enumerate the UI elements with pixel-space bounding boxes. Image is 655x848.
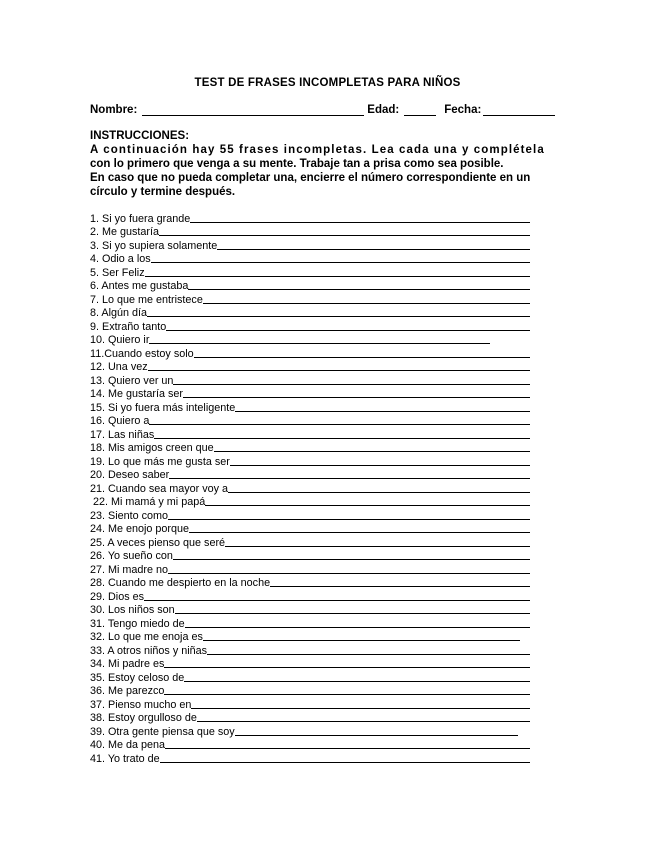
age-field[interactable] <box>404 104 436 116</box>
instructions-text <box>90 143 560 199</box>
item-prompt: 32. Lo que me enoja es <box>90 631 203 643</box>
answer-line[interactable] <box>191 707 530 709</box>
list-item[interactable] <box>90 616 530 630</box>
item-prompt: 20. Deseo saber <box>90 469 170 481</box>
item-prompt: 30. Los niños son <box>90 604 175 616</box>
list-item[interactable] <box>90 576 530 590</box>
item-prompt: 17. Las niñas <box>90 428 155 441</box>
instructions-line: A continuación hay 55 frases incompletas. Lea cada una y complétela <box>90 144 545 156</box>
answer-line[interactable] <box>164 693 530 695</box>
answer-line[interactable] <box>159 234 530 236</box>
answer-line[interactable] <box>184 680 530 682</box>
instructions-heading: INSTRUCCIONES: <box>90 130 190 142</box>
list-item[interactable] <box>90 495 530 509</box>
list-item[interactable] <box>90 751 530 765</box>
answer-line[interactable] <box>203 302 530 304</box>
list-item[interactable] <box>90 211 530 225</box>
answer-line[interactable] <box>149 342 490 344</box>
answer-line[interactable] <box>228 491 530 493</box>
sentence-list <box>90 211 530 765</box>
list-item[interactable] <box>90 360 530 374</box>
item-prompt: 13. Quiero ver un <box>90 374 174 387</box>
answer-line[interactable] <box>168 518 530 520</box>
page-title: TEST DE FRASES INCOMPLETAS PARA NIÑOS <box>194 77 461 89</box>
list-item[interactable] <box>90 333 530 347</box>
item-prompt: 14. Me gustaría ser <box>90 388 184 400</box>
answer-line[interactable] <box>166 329 530 331</box>
item-prompt: 31. Tengo miedo de <box>90 617 185 630</box>
answer-line[interactable] <box>175 612 530 614</box>
list-item[interactable] <box>90 265 530 279</box>
item-prompt: 29. Dios es <box>90 590 145 603</box>
item-prompt: 19. Lo que más me gusta ser <box>90 455 230 468</box>
list-item[interactable] <box>90 252 530 266</box>
item-prompt: 23. Siento como <box>90 509 169 522</box>
list-item[interactable] <box>90 373 530 387</box>
item-prompt: 16. Quiero a <box>90 415 150 427</box>
answer-line[interactable] <box>205 504 530 506</box>
age-label: Edad: <box>367 104 400 116</box>
item-prompt: 11.Cuando estoy solo <box>90 347 194 360</box>
item-prompt: 27. Mi madre no <box>90 563 169 576</box>
answer-line[interactable] <box>169 477 530 479</box>
answer-line[interactable] <box>183 396 530 398</box>
item-prompt: 39. Otra gente piensa que soy <box>90 725 235 738</box>
list-item[interactable] <box>90 657 530 671</box>
item-prompt: 8. Algún día <box>90 307 148 319</box>
list-item[interactable] <box>90 535 530 549</box>
answer-line[interactable] <box>148 369 530 371</box>
list-item[interactable] <box>90 427 530 441</box>
item-prompt: 25. A veces pienso que seré <box>90 536 226 549</box>
item-prompt: 38. Estoy orgulloso de <box>90 712 197 724</box>
item-prompt: 21. Cuando sea mayor voy a <box>90 482 229 495</box>
answer-line[interactable] <box>235 734 518 736</box>
list-item[interactable] <box>90 549 530 563</box>
list-item[interactable] <box>90 562 530 576</box>
list-item[interactable] <box>90 670 530 684</box>
student-info-row <box>90 102 560 116</box>
answer-line[interactable] <box>147 315 530 317</box>
item-prompt: 33. A otros niños y niñas <box>90 644 208 657</box>
item-prompt: 28. Cuando me despierto en la noche <box>90 577 271 589</box>
item-prompt: 40. Me da pena <box>90 739 166 751</box>
answer-line[interactable] <box>185 626 530 628</box>
answer-line[interactable] <box>154 437 530 439</box>
list-item[interactable] <box>90 414 530 428</box>
list-item[interactable] <box>90 306 530 320</box>
name-field[interactable] <box>142 104 364 116</box>
answer-line[interactable] <box>145 275 530 277</box>
list-item[interactable] <box>90 697 530 711</box>
list-item[interactable] <box>90 279 530 293</box>
answer-line[interactable] <box>217 248 530 250</box>
item-prompt: 3. Si yo supiera solamente <box>90 239 218 252</box>
list-item[interactable] <box>90 684 530 698</box>
instructions-line: círculo y termine después. <box>90 186 236 198</box>
item-prompt: 10. Quiero ir <box>90 334 150 346</box>
instructions-line: con lo primero que venga a su mente. Trabaje tan a prisa como sea posible. <box>90 158 504 170</box>
list-item[interactable] <box>90 643 530 657</box>
answer-line[interactable] <box>144 599 530 601</box>
answer-line[interactable] <box>168 572 530 574</box>
list-item[interactable] <box>90 454 530 468</box>
answer-line[interactable] <box>188 288 530 290</box>
item-prompt: 35. Estoy celoso de <box>90 671 185 684</box>
list-item[interactable] <box>90 508 530 522</box>
answer-line[interactable] <box>214 450 530 452</box>
list-item[interactable] <box>90 468 530 482</box>
date-field[interactable] <box>483 104 555 116</box>
answer-line[interactable] <box>207 653 530 655</box>
item-prompt: 26. Yo sueño con <box>90 550 173 562</box>
list-item[interactable] <box>90 522 530 536</box>
answer-line[interactable] <box>270 585 530 587</box>
list-item[interactable] <box>90 738 530 752</box>
item-prompt: 7. Lo que me entristece <box>90 293 203 306</box>
list-item[interactable] <box>90 400 530 414</box>
answer-line[interactable] <box>173 383 530 385</box>
answer-line[interactable] <box>189 531 530 533</box>
answer-line[interactable] <box>197 720 530 722</box>
answer-line[interactable] <box>190 221 530 223</box>
list-item[interactable] <box>90 603 530 617</box>
list-item[interactable] <box>90 225 530 239</box>
item-prompt: 5. Ser Feliz <box>90 266 145 279</box>
list-item[interactable] <box>90 589 530 603</box>
answer-line[interactable] <box>194 356 530 358</box>
list-item[interactable] <box>90 711 530 725</box>
list-item[interactable] <box>90 238 530 252</box>
item-prompt: 15. Si yo fuera más inteligente <box>90 401 236 414</box>
item-prompt: 9. Extraño tanto <box>90 320 167 333</box>
answer-line[interactable] <box>235 410 530 412</box>
answer-line[interactable] <box>149 423 530 425</box>
answer-line[interactable] <box>230 464 530 466</box>
item-prompt: 36. Me parezco <box>90 685 165 697</box>
list-item[interactable] <box>90 724 530 738</box>
item-prompt: 18. Mis amigos creen que <box>90 442 214 454</box>
answer-line[interactable] <box>225 545 530 547</box>
instructions-line: En caso que no pueda completar una, encierre el número correspondiente en un <box>90 172 531 184</box>
answer-line[interactable] <box>160 761 530 763</box>
answer-line[interactable] <box>173 558 530 560</box>
item-prompt: 41. Yo trato de <box>90 752 160 765</box>
item-prompt: 12. Una vez <box>90 361 148 373</box>
item-prompt: 37. Pienso mucho en <box>90 698 192 711</box>
item-prompt: 1. Si yo fuera grande <box>90 212 191 225</box>
name-label: Nombre: <box>90 104 138 116</box>
answer-line[interactable] <box>165 747 530 749</box>
answer-line[interactable] <box>203 639 520 641</box>
answer-line[interactable] <box>164 666 530 668</box>
date-label: Fecha: <box>444 104 482 116</box>
list-item[interactable] <box>90 441 530 455</box>
answer-line[interactable] <box>151 261 530 263</box>
list-item[interactable] <box>90 630 530 644</box>
list-item[interactable] <box>90 387 530 401</box>
list-item[interactable] <box>90 346 530 360</box>
list-item[interactable] <box>90 481 530 495</box>
item-prompt: 24. Me enojo porque <box>90 523 190 535</box>
item-prompt: 2. Me gustaría <box>90 226 160 238</box>
item-prompt: 6. Antes me gustaba <box>90 280 189 292</box>
item-prompt: 22. Mi mamá y mi papá <box>90 496 206 508</box>
item-prompt: 4. Odio a los <box>90 253 151 265</box>
list-item[interactable] <box>90 292 530 306</box>
list-item[interactable] <box>90 319 530 333</box>
item-prompt: 34. Mi padre es <box>90 658 165 670</box>
